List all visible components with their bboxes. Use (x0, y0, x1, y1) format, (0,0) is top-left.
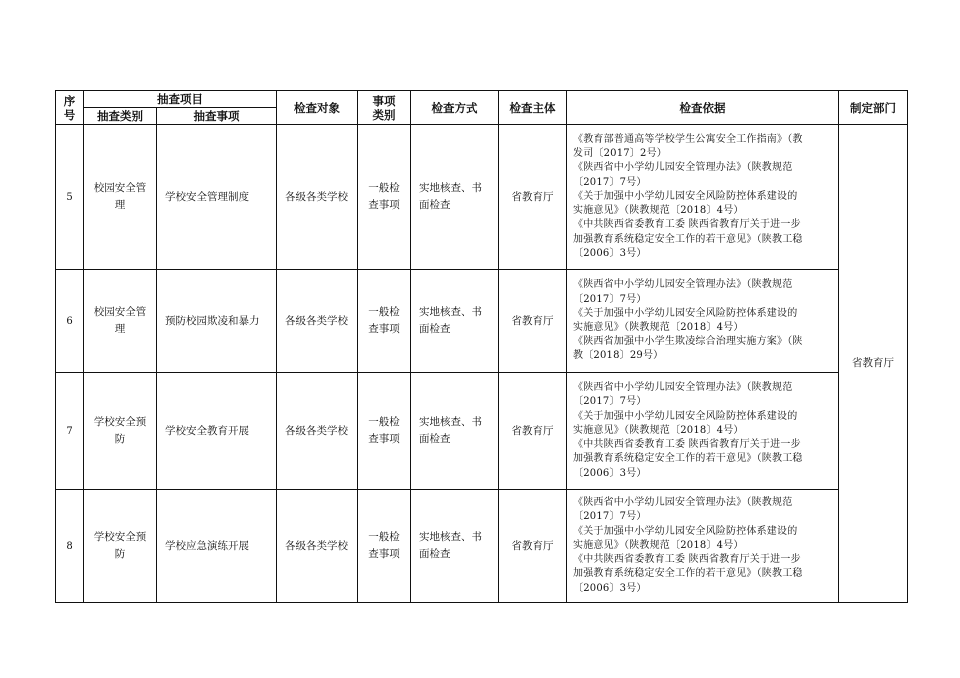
basis-line: 《陕西省中小学幼儿园安全管理办法》（陕教规范 (573, 382, 793, 394)
basis-line: 〔2017〕7号） (573, 396, 647, 408)
basis-line: 《中共陕西省委教育工委 陕西省教育厅关于进一步 (573, 554, 801, 566)
header-category: 抽查类别 (84, 108, 157, 125)
table-row (56, 270, 908, 373)
row-basis (567, 270, 839, 373)
row-type: 一般检查事项 (358, 373, 411, 490)
row-method: 实地核查、书面检查 (411, 490, 499, 603)
basis-line: 〔2017〕7号） (573, 293, 647, 305)
row-seq: 5 (56, 125, 84, 270)
header-object: 检查对象 (277, 91, 358, 125)
row-category: 学校安全预防 (84, 373, 157, 490)
basis-line: 〔2017〕7号） (573, 511, 647, 523)
row-matter: 学校安全管理制度 (157, 125, 277, 270)
row-category: 校园安全管理 (84, 125, 157, 270)
basis-line: 实施意见》（陕教规范〔2018〕4号） (573, 539, 744, 551)
basis-line: 教〔2018〕29号） (573, 350, 664, 362)
header-method: 检查方式 (411, 91, 499, 125)
header-matter: 抽查事项 (157, 108, 277, 125)
row-object: 各级各类学校 (277, 125, 358, 270)
department-cell: 省教育厅 (839, 125, 908, 603)
header-seq: 序号 (56, 91, 84, 125)
basis-line: 《陕西省中小学幼儿园安全管理办法》（陕教规范 (573, 162, 793, 174)
header-department: 制定部门 (839, 91, 908, 125)
basis-line: 加强教育系统稳定安全工作的若干意见》（陕教工稳 (573, 233, 803, 245)
row-object: 各级各类学校 (277, 490, 358, 603)
inspection-table-page (55, 90, 908, 603)
row-seq: 6 (56, 270, 84, 373)
header-item-group: 抽查项目 (84, 91, 277, 108)
basis-line: 《中共陕西省委教育工委 陕西省教育厅关于进一步 (573, 439, 801, 451)
row-method: 实地核查、书面检查 (411, 373, 499, 490)
basis-line: 《中共陕西省委教育工委 陕西省教育厅关于进一步 (573, 219, 801, 231)
basis-line: 《关于加强中小学幼儿园安全风险防控体系建设的 (573, 307, 798, 319)
basis-line: 〔2006〕3号） (573, 247, 647, 259)
basis-line: 《关于加强中小学幼儿园安全风险防控体系建设的 (573, 190, 798, 202)
basis-line: 实施意见》（陕教规范〔2018〕4号） (573, 205, 744, 217)
basis-line: 《陕西省中小学幼儿园安全管理办法》（陕教规范 (573, 279, 793, 291)
row-type: 一般检查事项 (358, 125, 411, 270)
table-row (56, 490, 908, 603)
header-subject: 检查主体 (499, 91, 567, 125)
row-subject: 省教育厅 (499, 270, 567, 373)
header-basis: 检查依据 (567, 91, 839, 125)
row-type: 一般检查事项 (358, 270, 411, 373)
row-seq: 8 (56, 490, 84, 603)
basis-line: 《陕西省中小学幼儿园安全管理办法》（陕教规范 (573, 497, 793, 509)
row-subject: 省教育厅 (499, 373, 567, 490)
inspection-table (55, 90, 908, 603)
table-row (56, 125, 908, 270)
basis-line: 〔2006〕3号） (573, 582, 647, 594)
basis-line: 〔2017〕7号） (573, 176, 647, 188)
row-matter: 学校安全教育开展 (157, 373, 277, 490)
basis-line: 〔2006〕3号） (573, 467, 647, 479)
basis-line: 实施意见》（陕教规范〔2018〕4号） (573, 424, 744, 436)
header-row-1 (56, 91, 908, 108)
basis-line: 《陕西省加强中小学生欺凌综合治理实施方案》（陕 (573, 336, 803, 348)
row-object: 各级各类学校 (277, 270, 358, 373)
row-matter: 学校应急演练开展 (157, 490, 277, 603)
row-object: 各级各类学校 (277, 373, 358, 490)
row-category: 学校安全预防 (84, 490, 157, 603)
row-matter: 预防校园欺凌和暴力 (157, 270, 277, 373)
row-subject: 省教育厅 (499, 490, 567, 603)
row-type: 一般检查事项 (358, 490, 411, 603)
row-seq: 7 (56, 373, 84, 490)
table-row (56, 373, 908, 490)
row-basis (567, 490, 839, 603)
basis-line: 《关于加强中小学幼儿园安全风险防控体系建设的 (573, 525, 798, 537)
row-subject: 省教育厅 (499, 125, 567, 270)
basis-line: 发司〔2017〕2号） (573, 148, 668, 160)
header-type: 事项类别 (358, 91, 411, 125)
row-method: 实地核查、书面检查 (411, 125, 499, 270)
row-category: 校园安全管理 (84, 270, 157, 373)
row-basis (567, 373, 839, 490)
basis-line: 加强教育系统稳定安全工作的若干意见》（陕教工稳 (573, 453, 803, 465)
basis-line: 实施意见》（陕教规范〔2018〕4号） (573, 322, 744, 333)
basis-line: 《教育部普通高等学校学生公寓安全工作指南》（教 (573, 134, 803, 146)
row-basis (567, 125, 839, 270)
basis-line: 加强教育系统稳定安全工作的若干意见》（陕教工稳 (573, 568, 803, 580)
basis-line: 《关于加强中小学幼儿园安全风险防控体系建设的 (573, 410, 798, 422)
row-method: 实地核查、书面检查 (411, 270, 499, 373)
